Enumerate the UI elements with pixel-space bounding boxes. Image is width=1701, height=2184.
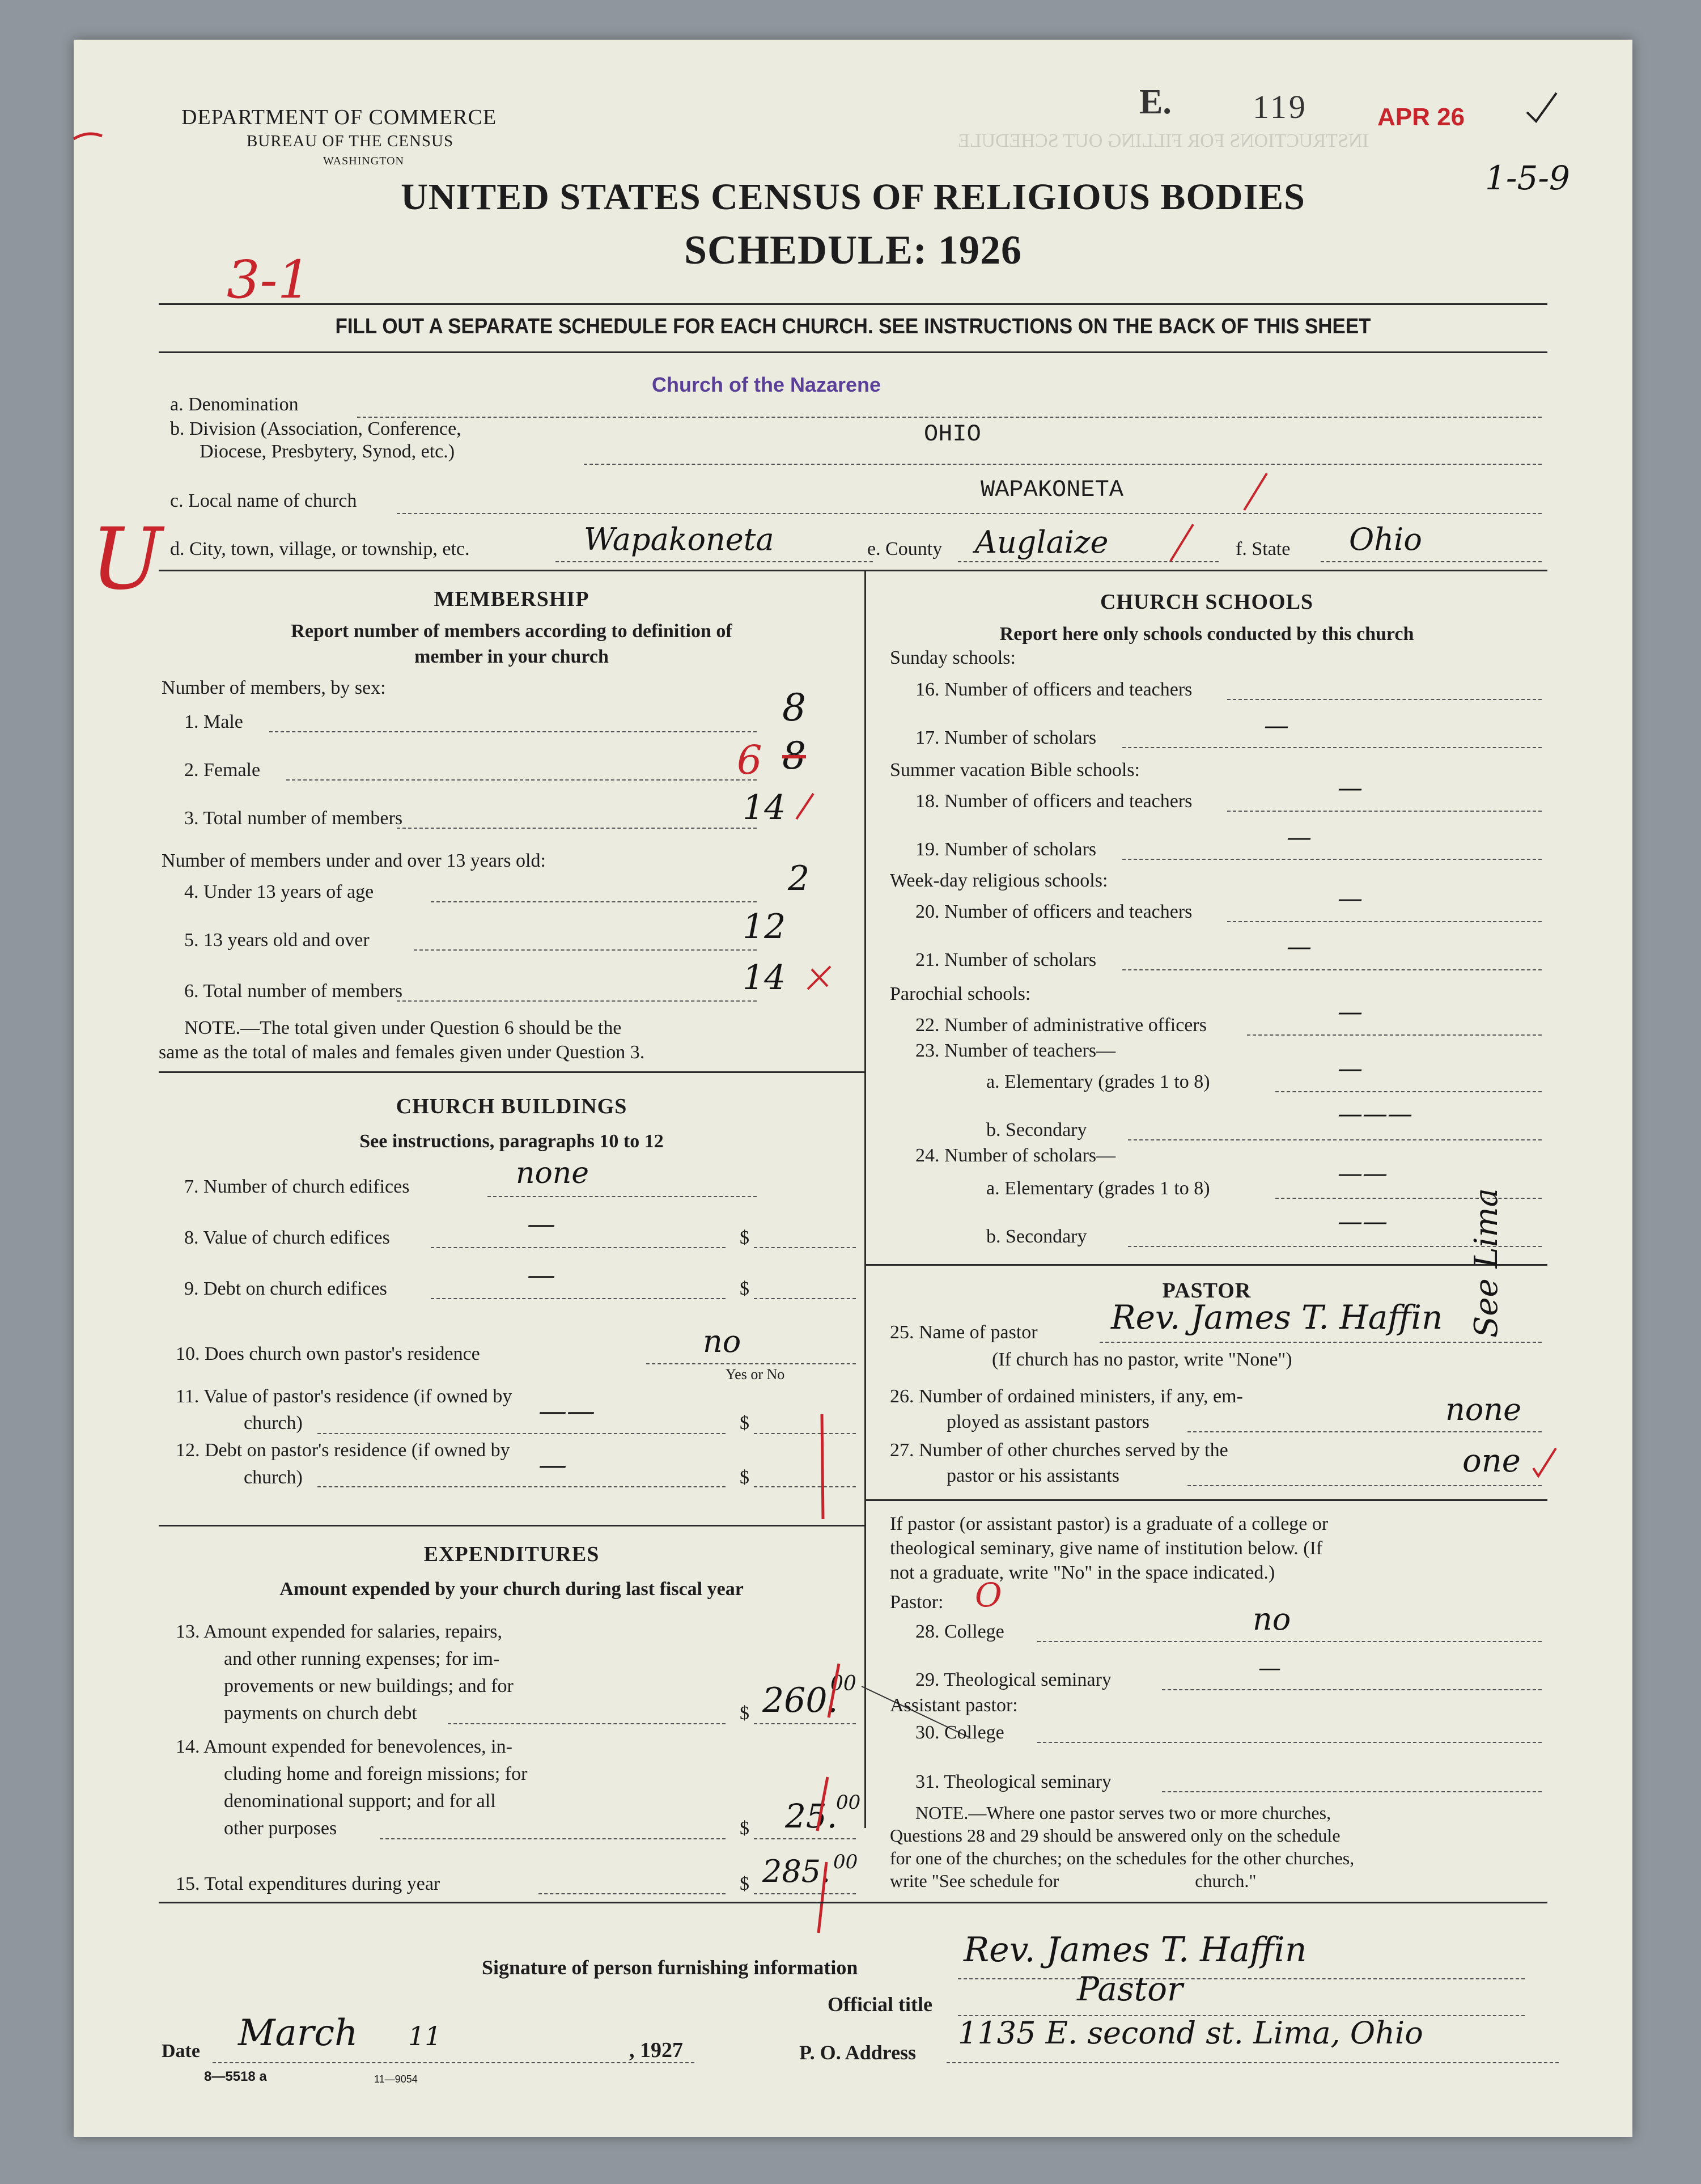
q14-label-2: cluding home and foreign missions; for — [224, 1763, 528, 1784]
q10-residence-value: no — [703, 1324, 741, 1359]
side-note: See Lima — [1468, 1188, 1505, 1338]
buildings-intro: See instructions, paragraphs 10 to 12 — [359, 1131, 664, 1152]
date-day: 11 — [408, 2021, 442, 2051]
red-tick-icon — [1168, 521, 1196, 567]
yes-no-hint: Yes or No — [726, 1366, 785, 1383]
pastor-note-2: Questions 28 and 29 should be answered only on the schedule — [890, 1825, 1341, 1846]
q27-value: one — [1462, 1443, 1521, 1479]
q15-cents: 00 — [833, 1851, 858, 1873]
q19-label: 19. Number of scholars — [915, 839, 1097, 860]
q14-label-3: denominational support; and for all — [224, 1791, 496, 1812]
red-tick-icon — [811, 1774, 833, 1837]
county-value: Auglaize — [975, 524, 1109, 560]
q2-female-label: 2. Female — [184, 760, 261, 781]
q9-debt-label: 9. Debt on church edifices — [184, 1278, 387, 1299]
county-label: e. County — [867, 538, 943, 559]
schools-heading: CHURCH SCHOOLS — [1100, 590, 1314, 614]
q25-label: 25. Name of pastor — [890, 1322, 1038, 1343]
graduate-instruction-2: theological seminary, give name of institution below. (If — [890, 1538, 1323, 1559]
q9-dollar: $ — [740, 1278, 749, 1299]
schools-intro: Report here only schools conducted by this church — [999, 624, 1414, 644]
q21-dash-mark: — — [1287, 932, 1312, 961]
census-schedule-sheet — [74, 40, 1632, 2137]
q19-dash-mark: — — [1287, 823, 1312, 852]
bureau-label: BUREAU OF THE CENSUS — [247, 132, 454, 150]
q15-label: 15. Total expenditures during year — [176, 1873, 440, 1894]
q24a-dash-mark: —— — [1338, 1159, 1388, 1188]
q18-label: 18. Number of officers and teachers — [915, 791, 1193, 812]
q26-label: 26. Number of ordained ministers, if any, em- — [890, 1386, 1243, 1407]
q1-male-label: 1. Male — [184, 711, 243, 732]
q28-label: 28. College — [915, 1621, 1004, 1642]
red-tick-icon — [1241, 470, 1270, 516]
department-label: DEPARTMENT OF COMMERCE — [181, 105, 497, 129]
q25-value: Rev. James T. Haffin — [1111, 1298, 1443, 1337]
print-number: 11—9054 — [374, 2073, 418, 2085]
official-title-value: Pastor — [1077, 1970, 1183, 2008]
pastor-note-4: write "See schedule for church." — [890, 1871, 1257, 1891]
q23-label: 23. Number of teachers— — [915, 1040, 1116, 1061]
city-value: Wapakoneta — [584, 521, 774, 557]
code-right: 1-5-9 — [1485, 159, 1570, 197]
signature-label: Signature of person furnishing information — [482, 1956, 858, 1979]
pastor-note-3: for one of the churches; on the schedules for the other churches, — [890, 1848, 1355, 1868]
expenditures-heading: EXPENDITURES — [423, 1542, 600, 1566]
q14-cents: 00 — [836, 1791, 861, 1814]
q17-dash-mark: — — [1264, 711, 1289, 740]
date-received-stamp: APR 26 — [1377, 103, 1465, 131]
q14-label-4: other purposes — [224, 1818, 337, 1839]
q12-dash-mark: — — [538, 1448, 567, 1481]
red-tick-icon — [822, 1661, 845, 1723]
q12-debt-label-2: church) — [244, 1467, 303, 1488]
red-tick-icon — [794, 791, 816, 825]
schedule-year: SCHEDULE: 1926 — [684, 227, 1023, 273]
q13-dollar: $ — [740, 1703, 749, 1724]
parochial-schools-label: Parochial schools: — [890, 983, 1031, 1004]
q29-dash-mark: — — [1258, 1655, 1281, 1681]
q13-value: 260. — [762, 1681, 838, 1720]
q13-cents: 00 — [830, 1672, 856, 1695]
q16-label: 16. Number of officers and teachers — [915, 679, 1193, 700]
q14-label: 14. Amount expended for benevolences, in- — [176, 1736, 512, 1757]
q13-label-2: and other running expenses; for im- — [224, 1648, 500, 1669]
local-name-value: WAPAKONETA — [981, 476, 1124, 503]
q4-under13-value: 2 — [788, 859, 810, 898]
membership-intro-2: member in your church — [414, 646, 609, 667]
denomination-label: a. Denomination — [170, 394, 299, 415]
q15-dollar: $ — [740, 1873, 749, 1894]
division-value: OHIO — [924, 421, 981, 448]
q23b-label: b. Secondary — [986, 1119, 1087, 1140]
q26-label-2: ployed as assistant pastors — [947, 1411, 1149, 1432]
serial-prefix: E. — [1139, 83, 1172, 121]
q6-total-label: 6. Total number of members — [184, 981, 403, 1002]
q24a-label: a. Elementary (grades 1 to 8) — [986, 1178, 1210, 1199]
date-month: March — [238, 2012, 358, 2054]
q3-total-label: 3. Total number of members — [184, 808, 403, 829]
q23a-dash-mark: — — [1338, 1054, 1363, 1083]
q27-label: 27. Number of other churches served by the — [890, 1440, 1228, 1461]
q14-dollar: $ — [740, 1818, 749, 1839]
membership-note: NOTE.—The total given under Question 6 should be the — [184, 1017, 622, 1038]
graduate-instruction-3: not a graduate, write "No" in the space indicated.) — [890, 1562, 1275, 1583]
q11-dash-mark: —— — [538, 1394, 595, 1427]
q7-edifices-value: none — [516, 1156, 589, 1190]
q15-value: 285. — [762, 1854, 831, 1889]
red-cross-icon — [805, 964, 833, 992]
q9-dash-mark: — — [527, 1258, 555, 1291]
assistant-pastor-subheading: Assistant pastor: — [890, 1695, 1018, 1716]
pastor-subheading: Pastor: — [890, 1592, 944, 1613]
sunday-schools-label: Sunday schools: — [890, 647, 1016, 668]
q14-value: 25. — [785, 1797, 838, 1835]
schedule-title: UNITED STATES CENSUS OF RELIGIOUS BODIES — [401, 176, 1305, 218]
q11-value-label: 11. Value of pastor's residence (if owned by — [176, 1386, 512, 1407]
washington-label: WASHINGTON — [323, 155, 404, 167]
date-label: Date — [162, 2041, 200, 2062]
division-label: b. Division (Association, Conference, — [170, 418, 461, 439]
membership-note-2: same as the total of males and females given under Question 3. — [159, 1042, 645, 1063]
q25-note: (If church has no pastor, write "None") — [992, 1349, 1292, 1370]
official-title-label: Official title — [828, 1993, 932, 2016]
code-left: 3-1 — [227, 249, 311, 310]
q7-edifices-label: 7. Number of church edifices — [184, 1176, 410, 1197]
pastor-mark: O — [975, 1576, 1002, 1614]
q1-male-value: 8 — [782, 686, 806, 730]
q20-label: 20. Number of officers and teachers — [915, 901, 1193, 922]
q23b-dash-mark: ——— — [1338, 1100, 1412, 1129]
q24b-dash-mark: —— — [1338, 1207, 1388, 1236]
q20-dash-mark: — — [1338, 884, 1363, 913]
red-bracket-mark — [811, 1411, 833, 1525]
q11-dollar: $ — [740, 1413, 749, 1434]
q24-label: 24. Number of scholars— — [915, 1145, 1116, 1166]
q13-label-4: payments on church debt — [224, 1703, 417, 1724]
q22-dash-mark: — — [1338, 998, 1363, 1027]
members-by-sex-label: Number of members, by sex: — [162, 677, 386, 698]
address-value: 1135 E. second st. Lima, Ohio — [958, 2015, 1423, 2051]
membership-heading: MEMBERSHIP — [434, 587, 589, 611]
q23a-label: a. Elementary (grades 1 to 8) — [986, 1071, 1210, 1092]
q24b-label: b. Secondary — [986, 1226, 1087, 1247]
q12-debt-label: 12. Debt on pastor's residence (if owned by — [176, 1440, 510, 1461]
summer-schools-label: Summer vacation Bible schools: — [890, 760, 1140, 781]
q4-under13-label: 4. Under 13 years of age — [184, 881, 374, 902]
expenditures-intro: Amount expended by your church during last fiscal year — [279, 1579, 744, 1600]
q27-label-2: pastor or his assistants — [947, 1465, 1120, 1486]
q17-label: 17. Number of scholars — [915, 727, 1097, 748]
division-label-2: Diocese, Presbytery, Synod, etc.) — [200, 441, 455, 462]
q11-value-label-2: church) — [244, 1413, 303, 1434]
q10-residence-label: 10. Does church own pastor's residence — [176, 1343, 480, 1364]
q28-value: no — [1253, 1601, 1291, 1637]
weekday-schools-label: Week-day religious schools: — [890, 870, 1108, 891]
q8-dash-mark: — — [527, 1207, 555, 1240]
address-label: P. O. Address — [799, 2041, 917, 2064]
q30-label: 30. College — [915, 1722, 1004, 1743]
graduate-instruction: If pastor (or assistant pastor) is a graduate of a college or — [890, 1513, 1329, 1534]
q13-label: 13. Amount expended for salaries, repairs, — [176, 1621, 502, 1642]
q12-dollar: $ — [740, 1467, 749, 1488]
pastor-heading: PASTOR — [1162, 1279, 1252, 1303]
checkmark-icon — [1525, 91, 1559, 125]
q6-total-value: 14 — [743, 958, 786, 998]
q13-label-3: provements or new buildings; and for — [224, 1676, 514, 1697]
q26-value: none — [1445, 1392, 1522, 1427]
q8-dollar: $ — [740, 1227, 749, 1248]
q18-dash-mark: — — [1338, 774, 1363, 803]
q5-over13-label: 5. 13 years old and over — [184, 930, 370, 951]
q3-total-value: 14 — [743, 788, 786, 828]
state-label: f. State — [1236, 538, 1291, 559]
q21-label: 21. Number of scholars — [915, 949, 1097, 970]
members-by-age-label: Number of members under and over 13 years old: — [162, 850, 546, 871]
q2-struck-value: 8 — [782, 734, 806, 778]
q31-label: 31. Theological seminary — [915, 1771, 1112, 1792]
pastor-note: NOTE.—Where one pastor serves two or more churches, — [915, 1803, 1331, 1823]
buildings-heading: CHURCH BUILDINGS — [396, 1095, 627, 1118]
serial-number: 119 — [1253, 88, 1308, 125]
form-number: 8—5518 a — [204, 2069, 267, 2084]
red-edge-mark — [71, 128, 105, 150]
date-year: , 1927 — [629, 2038, 683, 2062]
q2-female-value: 6 — [737, 737, 762, 783]
q22-label: 22. Number of administrative officers — [915, 1015, 1207, 1036]
membership-intro: Report number of members according to definition of — [291, 621, 732, 642]
q29-label: 29. Theological seminary — [915, 1669, 1112, 1690]
back-bleed-text: INSTRUCTIONS FOR FILLING OUT SCHEDULE — [958, 130, 1369, 151]
q5-over13-value: 12 — [743, 907, 786, 947]
denomination-value: Church of the Nazarene — [652, 373, 881, 396]
red-tick-icon — [811, 1859, 833, 1939]
state-value: Ohio — [1349, 521, 1422, 557]
red-tick-icon — [1530, 1445, 1559, 1479]
city-label: d. City, town, village, or township, etc. — [170, 538, 470, 559]
q8-value-label: 8. Value of church edifices — [184, 1227, 390, 1248]
instruction-banner: FILL OUT A SEPARATE SCHEDULE FOR EACH CHURCH. SEE INSTRUCTIONS ON THE BACK OF THIS SHEET — [335, 315, 1371, 338]
signature-value: Rev. James T. Haffin — [964, 1930, 1307, 1970]
margin-mark: U — [91, 510, 163, 609]
local-name-label: c. Local name of church — [170, 490, 357, 511]
